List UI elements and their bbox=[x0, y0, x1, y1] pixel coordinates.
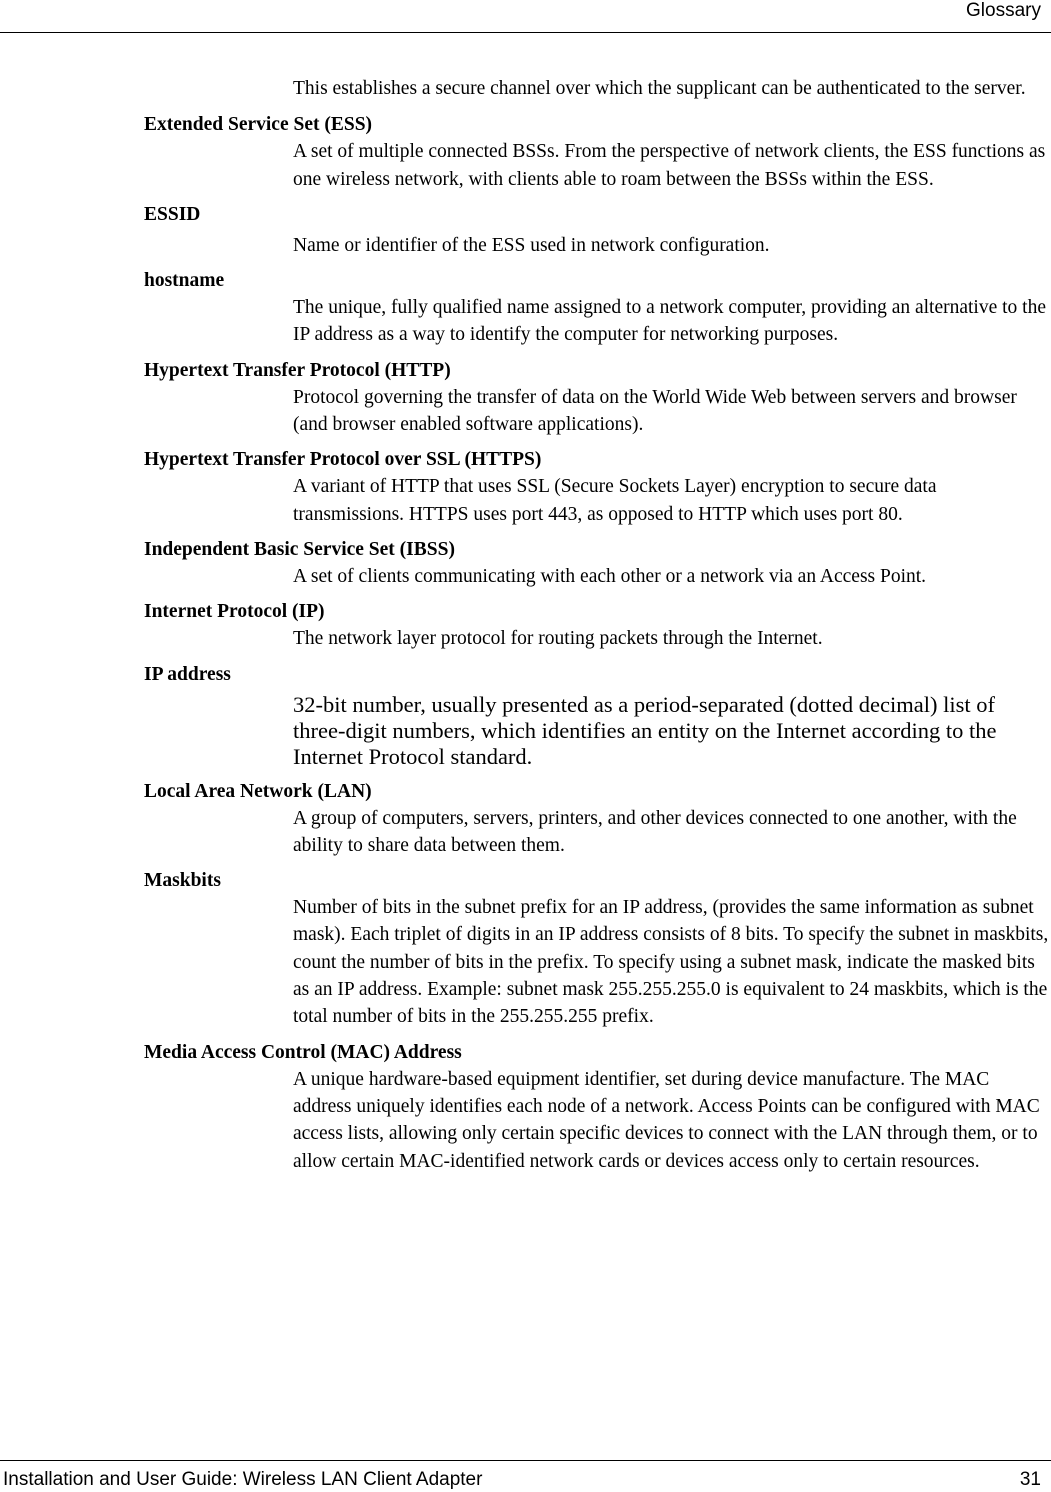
glossary-definition: Name or identifier of the ESS used in network configuration. bbox=[293, 234, 770, 256]
glossary-definition: A set of clients communicating with each other or a network via an Access Point. bbox=[293, 565, 927, 587]
glossary-term: Extended Service Set (ESS) bbox=[144, 114, 373, 136]
glossary-entry bbox=[0, 358, 1051, 439]
intro-paragraph: This establishes a secure channel over which the supplicant can be authenticated to the server. bbox=[293, 78, 1026, 99]
footer-document-title: Installation and User Guide: Wireless LAN Client Adapter bbox=[3, 1469, 483, 1490]
glossary-term: IP address bbox=[144, 663, 231, 685]
glossary-term: ESSID bbox=[144, 203, 201, 225]
glossary-term: hostname bbox=[144, 270, 225, 292]
glossary-definition: The network layer protocol for routing packets through the Internet. bbox=[293, 628, 823, 650]
glossary-definition: A set of multiple connected BSSs. From the perspective of network clients, the ESS functions as one wireless network, with clients able to roam between the BSSs within the ESS. bbox=[293, 141, 1046, 190]
glossary-term: Maskbits bbox=[144, 870, 221, 892]
footer-divider bbox=[0, 1460, 1051, 1461]
glossary-term: Independent Basic Service Set (IBSS) bbox=[144, 538, 455, 560]
glossary-entry bbox=[0, 112, 1051, 193]
glossary-entry bbox=[0, 662, 1051, 770]
page-header-title: Glossary bbox=[966, 0, 1041, 21]
glossary-definition: A unique hardware-based equipment identifier, set during device manufacture. The MAC address uniquely identifies each node of a network. Access Points can be configured with MAC access lists, allowing only certain specific devices to connect with the LAN through them, or to allow certain MAC-identified network cards or devices access only to certain resources. bbox=[293, 1068, 1040, 1172]
page-number: 31 bbox=[1019, 1469, 1041, 1490]
glossary-term: Hypertext Transfer Protocol (HTTP) bbox=[144, 359, 451, 381]
glossary-entry bbox=[0, 447, 1051, 528]
glossary-entry bbox=[0, 537, 1051, 590]
glossary-definition: A variant of HTTP that uses SSL (Secure Sockets Layer) encryption to secure data transmissions. HTTPS uses port 443, as opposed to HTTP which uses port 80. bbox=[293, 476, 937, 525]
header-divider bbox=[0, 32, 1051, 33]
glossary-definition: Protocol governing the transfer of data on the World Wide Web between servers and browser (and browser enabled software applications). bbox=[293, 386, 1017, 436]
glossary-term: Hypertext Transfer Protocol over SSL (HTTPS) bbox=[144, 449, 542, 471]
glossary-definition: The unique, fully qualified name assigned to a network computer, providing an alternative to the IP address as a way to identify the computer for networking purposes. bbox=[293, 297, 1046, 346]
glossary-entry bbox=[0, 868, 1051, 1030]
glossary-entry bbox=[0, 268, 1051, 349]
glossary-entry bbox=[0, 599, 1051, 652]
glossary-content bbox=[0, 75, 1051, 1184]
glossary-definition: 32-bit number, usually presented as a period-separated (dotted decimal) list of three-digit numbers, which identifies an entity on the Internet according to the Internet Protocol standard. bbox=[293, 691, 997, 769]
glossary-definition: A group of computers, servers, printers, and other devices connected to one another, with the ability to share data between them. bbox=[293, 807, 1017, 856]
glossary-entry bbox=[0, 1040, 1051, 1175]
glossary-term: Internet Protocol (IP) bbox=[144, 601, 325, 623]
glossary-entry bbox=[0, 779, 1051, 860]
glossary-term: Media Access Control (MAC) Address bbox=[144, 1041, 462, 1063]
glossary-definition: Number of bits in the subnet prefix for an IP address, (provides the same information as subnet mask). Each triplet of digits in an IP address consists of 8 bits. To specify the subnet in maskbits, count the number of bits in the prefix. To specify using a subnet mask, indicate the masked bits as an IP address. Example: subnet mask 255.255.255.0 is equivalent to 24 maskbits, which is the total number of bits in the 255.255.255 prefix. bbox=[293, 897, 1049, 1028]
glossary-term: Local Area Network (LAN) bbox=[144, 780, 372, 802]
glossary-entry bbox=[0, 202, 1051, 259]
